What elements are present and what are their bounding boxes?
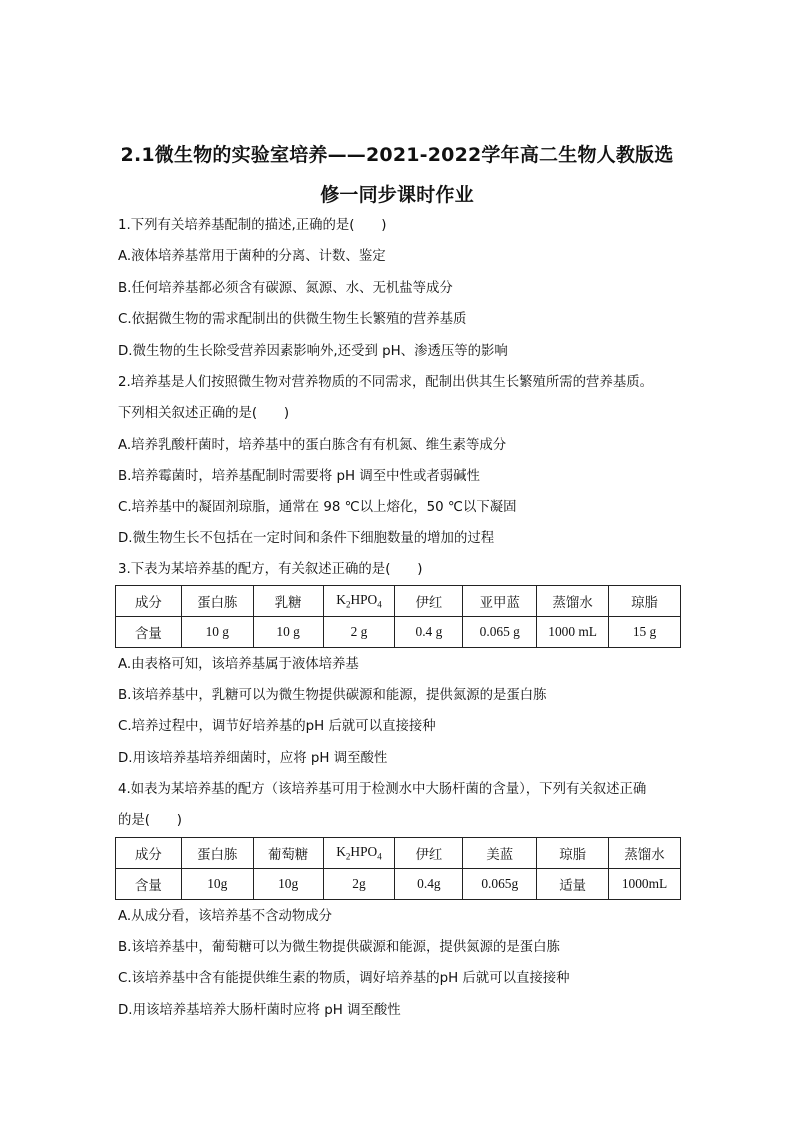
q3-table bbox=[115, 585, 681, 648]
table-cell: 0.065 g bbox=[463, 617, 537, 648]
table-cell: 亚甲蓝 bbox=[463, 586, 537, 617]
table-cell: 2 g bbox=[323, 617, 395, 648]
q2-option-d: D.微生物生长不包括在一定时间和条件下细胞数量的增加的过程 bbox=[118, 531, 495, 546]
q4-table bbox=[115, 837, 681, 900]
q4-option-b: B.该培养基中，葡萄糖可以为微生物提供碳源和能源，提供氮源的是蛋白胨 bbox=[118, 940, 560, 955]
table-cell: 1000mL bbox=[609, 869, 681, 900]
table-cell: 10g bbox=[253, 869, 323, 900]
table-cell: 10 g bbox=[253, 617, 323, 648]
q4-option-a: A.从成分看，该培养基不含动物成分 bbox=[118, 909, 333, 924]
table-cell: 蛋白胨 bbox=[181, 586, 253, 617]
q3-stem: 3.下表为某培养基的配方，有关叙述正确的是( ) bbox=[118, 562, 423, 577]
table-cell: 乳糖 bbox=[253, 586, 323, 617]
table-cell: 0.4g bbox=[395, 869, 463, 900]
formula-subscript: 2 bbox=[345, 851, 351, 862]
table-cell: 伊红 bbox=[395, 838, 463, 869]
table-cell: 蒸馏水 bbox=[537, 586, 609, 617]
q2-stem-line-1: 2.培养基是人们按照微生物对营养物质的不同需求，配制出供其生长繁殖所需的营养基质。 bbox=[118, 375, 654, 390]
q2-option-c: C.培养基中的凝固剂琼脂，通常在 98 ℃以上熔化，50 ℃以下凝固 bbox=[118, 500, 517, 515]
q4-stem-line-2: 的是( ) bbox=[118, 813, 183, 828]
table-cell: 0.4 g bbox=[395, 617, 463, 648]
table-cell: 葡萄糖 bbox=[253, 838, 323, 869]
table-header-row bbox=[116, 586, 681, 617]
table-cell: 0.065g bbox=[463, 869, 537, 900]
q1-option-d: D.微生物的生长除受营养因素影响外,还受到 pH、渗透压等的影响 bbox=[118, 344, 508, 359]
table-cell bbox=[323, 838, 395, 869]
table-cell: 1000 mL bbox=[537, 617, 609, 648]
q2-stem-line-2: 下列相关叙述正确的是( ) bbox=[118, 406, 290, 421]
table-row bbox=[116, 869, 681, 900]
formula-subscript: 4 bbox=[377, 851, 382, 862]
table-cell: 含量 bbox=[116, 869, 182, 900]
table-cell: 10g bbox=[181, 869, 253, 900]
q1-option-b: B.任何培养基都必须含有碳源、氮源、水、无机盐等成分 bbox=[118, 281, 453, 296]
q3-option-d: D.用该培养基培养细菌时，应将 pH 调至酸性 bbox=[118, 751, 388, 766]
table-header-row bbox=[116, 838, 681, 869]
formula-part: HPO bbox=[350, 592, 378, 608]
formula-subscript: 2 bbox=[345, 599, 351, 610]
table-cell: 蛋白胨 bbox=[181, 838, 253, 869]
table-cell: 蒸馏水 bbox=[609, 838, 681, 869]
table-cell: 伊红 bbox=[395, 586, 463, 617]
q3-option-a: A.由表格可知，该培养基属于液体培养基 bbox=[118, 657, 359, 672]
q2-option-a: A.培养乳酸杆菌时，培养基中的蛋白胨含有有机氮、维生素等成分 bbox=[118, 438, 507, 453]
q3-option-c: C.培养过程中，调节好培养基的pH 后就可以直接接种 bbox=[118, 719, 436, 734]
q2-option-b: B.培养霉菌时，培养基配制时需要将 pH 调至中性或者弱碱性 bbox=[118, 469, 480, 484]
table-row bbox=[116, 617, 681, 648]
table-cell: 15 g bbox=[609, 617, 681, 648]
formula-subscript: 4 bbox=[377, 599, 382, 610]
table-cell: 含量 bbox=[116, 617, 182, 648]
q4-stem-line-1: 4.如表为某培养基的配方（该培养基可用于检测水中大肠杆菌的含量），下列有关叙述正确 bbox=[118, 782, 647, 797]
q4-option-d: D.用该培养基培养大肠杆菌时应将 pH 调至酸性 bbox=[118, 1003, 401, 1018]
table-cell: 2g bbox=[323, 869, 395, 900]
table-cell: 成分 bbox=[116, 586, 182, 617]
q1-stem: 1.下列有关培养基配制的描述,正确的是( ) bbox=[118, 218, 387, 233]
q1-option-c: C.依据微生物的需求配制出的供微生物生长繁殖的营养基质 bbox=[118, 312, 467, 327]
table-cell: 成分 bbox=[116, 838, 182, 869]
table-cell: 美蓝 bbox=[463, 838, 537, 869]
title-line-2: 修一同步课时作业 bbox=[320, 184, 474, 206]
title-line-1: 2.1微生物的实验室培养——2021-2022学年高二生物人教版选 bbox=[120, 144, 674, 166]
table-cell: 琼脂 bbox=[609, 586, 681, 617]
table-cell: 适量 bbox=[537, 869, 609, 900]
q3-option-b: B.该培养基中，乳糖可以为微生物提供碳源和能源，提供氮源的是蛋白胨 bbox=[118, 688, 547, 703]
table-cell bbox=[323, 586, 395, 617]
q4-option-c: C.该培养基中含有能提供维生素的物质，调好培养基的pH 后就可以直接接种 bbox=[118, 971, 570, 986]
q1-option-a: A.液体培养基常用于菌种的分离、计数、鉴定 bbox=[118, 249, 386, 264]
formula-part: HPO bbox=[350, 844, 378, 860]
table-cell: 10 g bbox=[181, 617, 253, 648]
formula-part: K bbox=[336, 592, 346, 608]
table-cell: 琼脂 bbox=[537, 838, 609, 869]
formula-part: K bbox=[336, 844, 346, 860]
